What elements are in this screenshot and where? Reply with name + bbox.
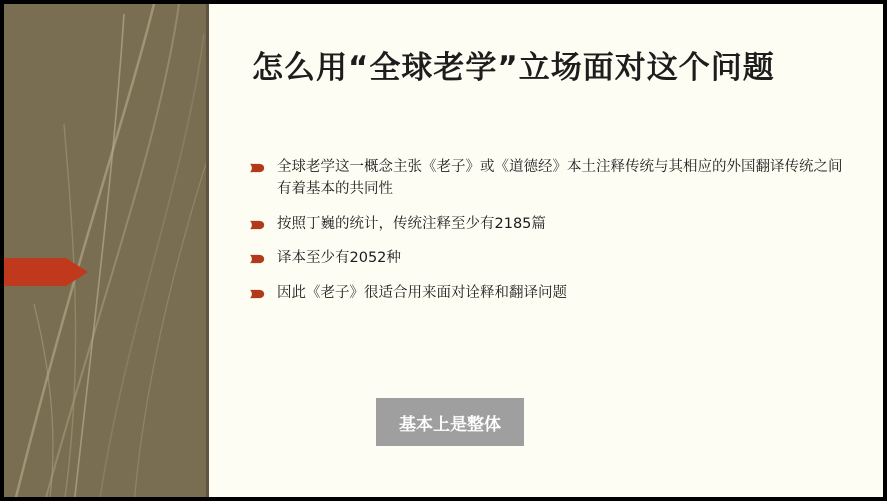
grass-decoration-icon [4,4,209,497]
bullet-marker-icon [250,213,268,235]
slide-title: 怎么用“全球老学”立场面对这个问题 [252,50,775,86]
bullet-text: 因此《老子》很适合用来面对诠释和翻译问题 [277,284,567,301]
bullet-list [250,156,850,316]
bullet-text: 全球老学这一概念主张《老子》或《道德经》本土注释传统与其相应的外国翻译传统之间有着基本的共同性 [277,159,843,198]
slide-canvas [4,4,883,497]
arrow-accent-icon [4,254,88,290]
callout-box: 基本上是整体 [376,398,524,446]
bullet-marker-icon [250,156,268,178]
bullet-marker-icon [250,282,268,304]
bullet-text: 译本至少有2052种 [277,250,401,267]
list-item [250,247,850,269]
bullet-text: 按照丁巍的统计，传统注释至少有2185篇 [277,215,546,232]
list-item [250,213,850,235]
slide-content [212,4,883,497]
slide-decorative-band [4,4,209,497]
band-edge-divider [206,4,209,497]
bullet-marker-icon [250,247,268,269]
list-item [250,282,850,304]
list-item [250,156,850,201]
